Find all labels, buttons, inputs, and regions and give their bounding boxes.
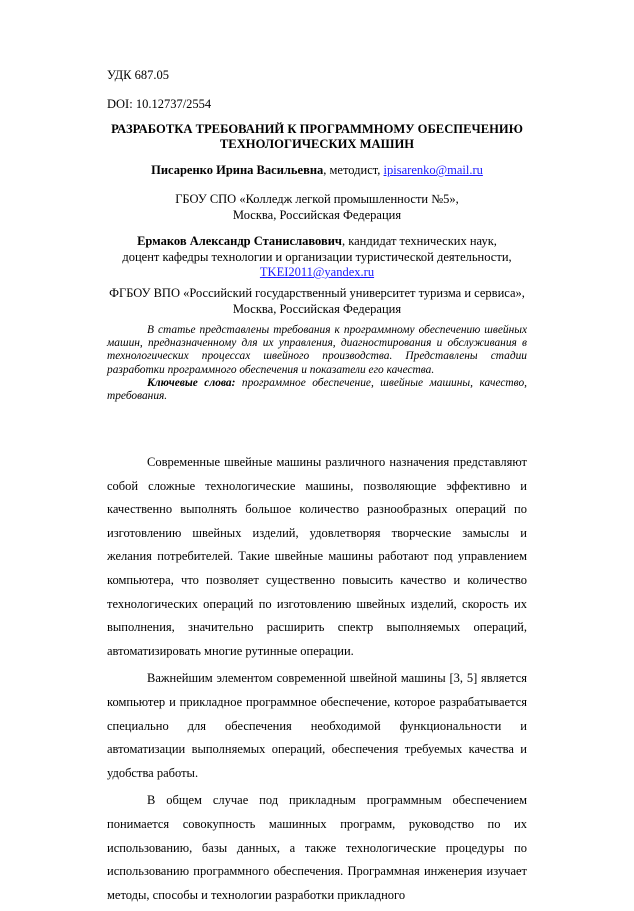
doi: DOI: 10.12737/2554 [107,97,212,111]
author2-affiliation [100,286,534,317]
abstract [107,324,527,403]
abstract-text: В статье представлены требования к программному обеспечению швейных машин, предназначенному для их управления, диагностирования и обслуживания в технологических процессах швейного производства. Представлены стадии разработки программного обеспечения и показатели его качества. [107,324,527,376]
author2-name: Ермаков Александр Станиславович [137,234,342,248]
author1-org: ГБОУ СПО «Колледж легкой промышленности №5», [175,192,459,206]
author1-location: Москва, Российская Федерация [232,207,402,222]
body-paragraph-2: Важнейшим элементом современной швейной машины [3, 5] является компьютер и прикладное программное обеспечение, которое разрабатывается специально для обеспечения необходимой функциональности и автоматизации выполняемых операций, обеспечения требуемых качества и удобства работы. [107,671,527,780]
body-paragraph-1: Современные швейные машины различного назначения представляют собой сложные технологические машины, позволяющие эффективно и качественно выполнять большое количество разнообразных операций по изготовлению швейных изделий, удовлетворяя творческие замыслы и желания потребителей. Такие швейные машины работают под управлением компьютера, что позволяет существенно повысить качество и количество технологических операций по изготовлению швейных изделий, скорость их выполнения, значительно расширить спектр выполняемых операций, автоматизировать многие рутинные операции. [107,455,527,658]
keywords [107,377,527,403]
author2-role-line2: доцент кафедры технологии и организации туристической деятельности, [122,249,512,264]
article-title: РАЗРАБОТКА ТРЕБОВАНИЙ К ПРОГРАММНОМУ ОБЕСПЕЧЕНИЮ ТЕХНОЛОГИЧЕСКИХ МАШИН [111,122,523,151]
author2-org: ФГБОУ ВПО «Российский государственный университет туризма и сервиса», [109,286,525,300]
author1-name: Писаренко Ирина Васильевна [151,163,324,177]
author2-email-link[interactable]: TKEI2011@yandex.ru [259,265,375,279]
body-paragraph-3: В общем случае под прикладным программным обеспечением понимается совокупность машинных программ, руководство по их использованию, базы данных, а также технологические процедуры по использованию программного обеспечения. Программная инженерия изучает методы, способы и технологии разработки прикладного [107,793,527,902]
author2-block [100,234,534,281]
article-body [107,451,527,911]
author2-line1 [100,234,534,250]
keywords-label: Ключевые слова: [147,376,236,389]
keywords-list: программное обеспечение, швейные машины, качество, требования. [107,376,527,403]
author1-line [100,163,534,179]
author1-role: , методист, [323,163,384,177]
author1-affiliation [100,192,534,223]
author2-location: Москва, Российская Федерация [232,301,402,316]
author2-role-line1: , кандидат технических наук, [341,234,497,248]
udk-code: УДК 687.05 [107,68,169,82]
author1-email-link[interactable]: ipisarenko@mail.ru [383,163,483,177]
